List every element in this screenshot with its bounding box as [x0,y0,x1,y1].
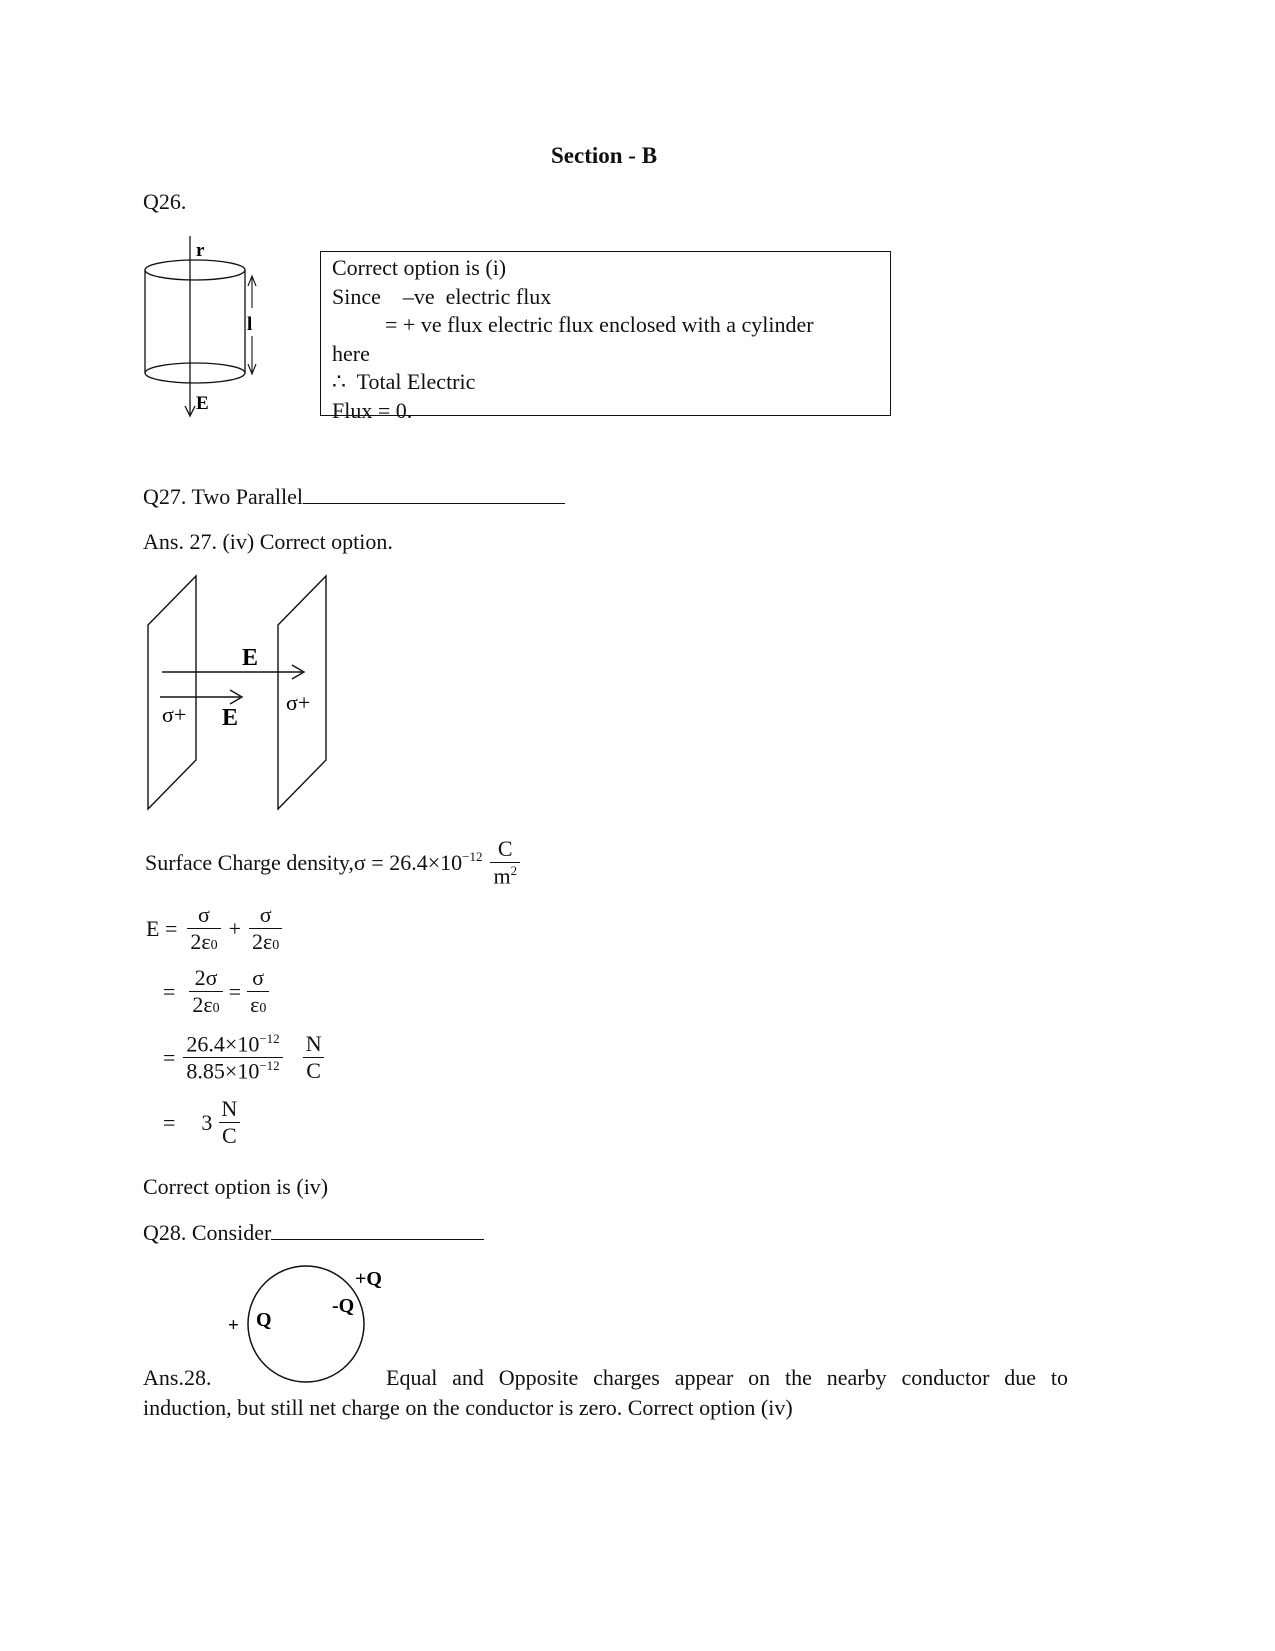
eq2-num-2: σ [252,965,265,990]
q28-question [143,1219,484,1246]
eq2-equals-mid: = [228,978,242,1004]
q28-blank-line [271,1219,484,1240]
equation-line-1 [146,902,282,955]
eq3-num-exp: −12 [259,1031,280,1046]
eq4-unit-den: C [219,1122,240,1149]
conductor-inner-charge: Q [256,1309,272,1331]
unit-coulomb: C [497,836,513,861]
q28-answer-line-1: Equal and Opposite charges appear on the nearby conductor due to [386,1365,1068,1390]
eq1-den-2: 2ε [252,929,273,954]
eq1-sub-1: 0 [210,938,218,953]
eq2-fraction-1 [189,965,222,1018]
section-title: Section - B [551,143,658,168]
unit-metre: m [493,863,511,889]
eq4-value: 3 [201,1109,213,1135]
equation-line-4 [163,1096,240,1149]
equation-line-2 [163,965,269,1018]
eq4-equals: = [163,1109,176,1135]
surface-charge-prefix: Surface Charge density,σ = 26.4×10 [145,849,463,875]
equation-line-3 [163,1031,325,1085]
conductor-figure [220,1258,410,1388]
q26-label: Q26. [143,189,187,214]
eq1-fraction-1 [187,902,220,955]
q26-answer-line-6: Flux = 0. [332,397,413,423]
eq3-unit [303,1031,325,1084]
field-label-top: E [242,645,259,671]
unit-metre-exponent: 2 [510,863,518,878]
eq1-den-1: 2ε [190,929,211,954]
eq2-equals: = [163,978,176,1004]
conductor-negative-charge: -Q [332,1295,355,1317]
eq3-den: 8.85×10 [186,1058,260,1084]
eq1-plus: + [228,915,242,941]
cylinder-field-label: E [196,393,209,414]
eq2-num-1: 2σ [194,965,218,990]
q26-answer-line-2: Since –ve electric flux [332,283,552,309]
q26-answer-line-1: Correct option is (i) [332,255,507,280]
eq3-unit-den: C [303,1057,324,1084]
surface-charge-unit [490,836,520,889]
q26-answer-box [320,251,891,423]
q28-answer-label: Ans.28. [143,1365,212,1390]
cylinder-length-label: l [247,314,253,335]
q27-answer: Ans. 27. (iv) Correct option. [143,529,393,554]
eq2-sub-1: 0 [212,1001,220,1016]
eq2-fraction-2 [247,965,269,1018]
conductor-positive-charge: +Q [355,1268,382,1290]
q27-conclusion: Correct option is (iv) [143,1174,329,1199]
eq3-equals: = [163,1044,176,1070]
parallel-plates-figure [138,570,338,815]
eq1-num-2: σ [259,902,272,927]
eq3-num: 26.4×10 [186,1031,260,1057]
field-label-bottom: E [222,705,239,731]
left-plate-charge: σ+ [162,702,187,727]
q28-question-text: Q28. Consider [143,1220,272,1245]
eq2-sub-2: 0 [259,1001,267,1016]
q27-question-text: Q27. Two Parallel [143,484,303,509]
eq1-lhs: E = [146,915,178,941]
q26-answer-line-3: = + ve flux electric flux enclosed with a cylinder [385,312,814,337]
q27-question [143,483,565,510]
q27-blank-line [303,483,565,504]
eq2-den-1: 2ε [192,992,213,1017]
eq1-sub-2: 0 [272,938,280,953]
eq3-fraction [183,1031,282,1085]
surface-charge-equation [145,836,520,889]
right-plate-charge: σ+ [286,690,311,715]
eq1-num-1: σ [198,902,210,927]
conductor-plus-sign: + [228,1315,239,1336]
cylinder-radius-label: r [196,240,205,261]
eq1-fraction-2 [249,902,282,955]
eq2-den-2: ε [250,992,260,1017]
q26-answer-line-5: ∴ Total Electric [332,369,476,394]
eq3-unit-num: N [305,1031,322,1057]
q28-answer-line-2: induction, but still net charge on the conductor is zero. Correct option (iv) [143,1395,793,1420]
q26-answer-line-4: here [332,340,370,366]
eq4-unit [218,1096,240,1149]
surface-charge-exponent: −12 [462,848,483,864]
cylinder-figure [138,232,268,422]
eq4-unit-num: N [221,1096,238,1121]
eq3-den-exp: −12 [259,1058,280,1074]
